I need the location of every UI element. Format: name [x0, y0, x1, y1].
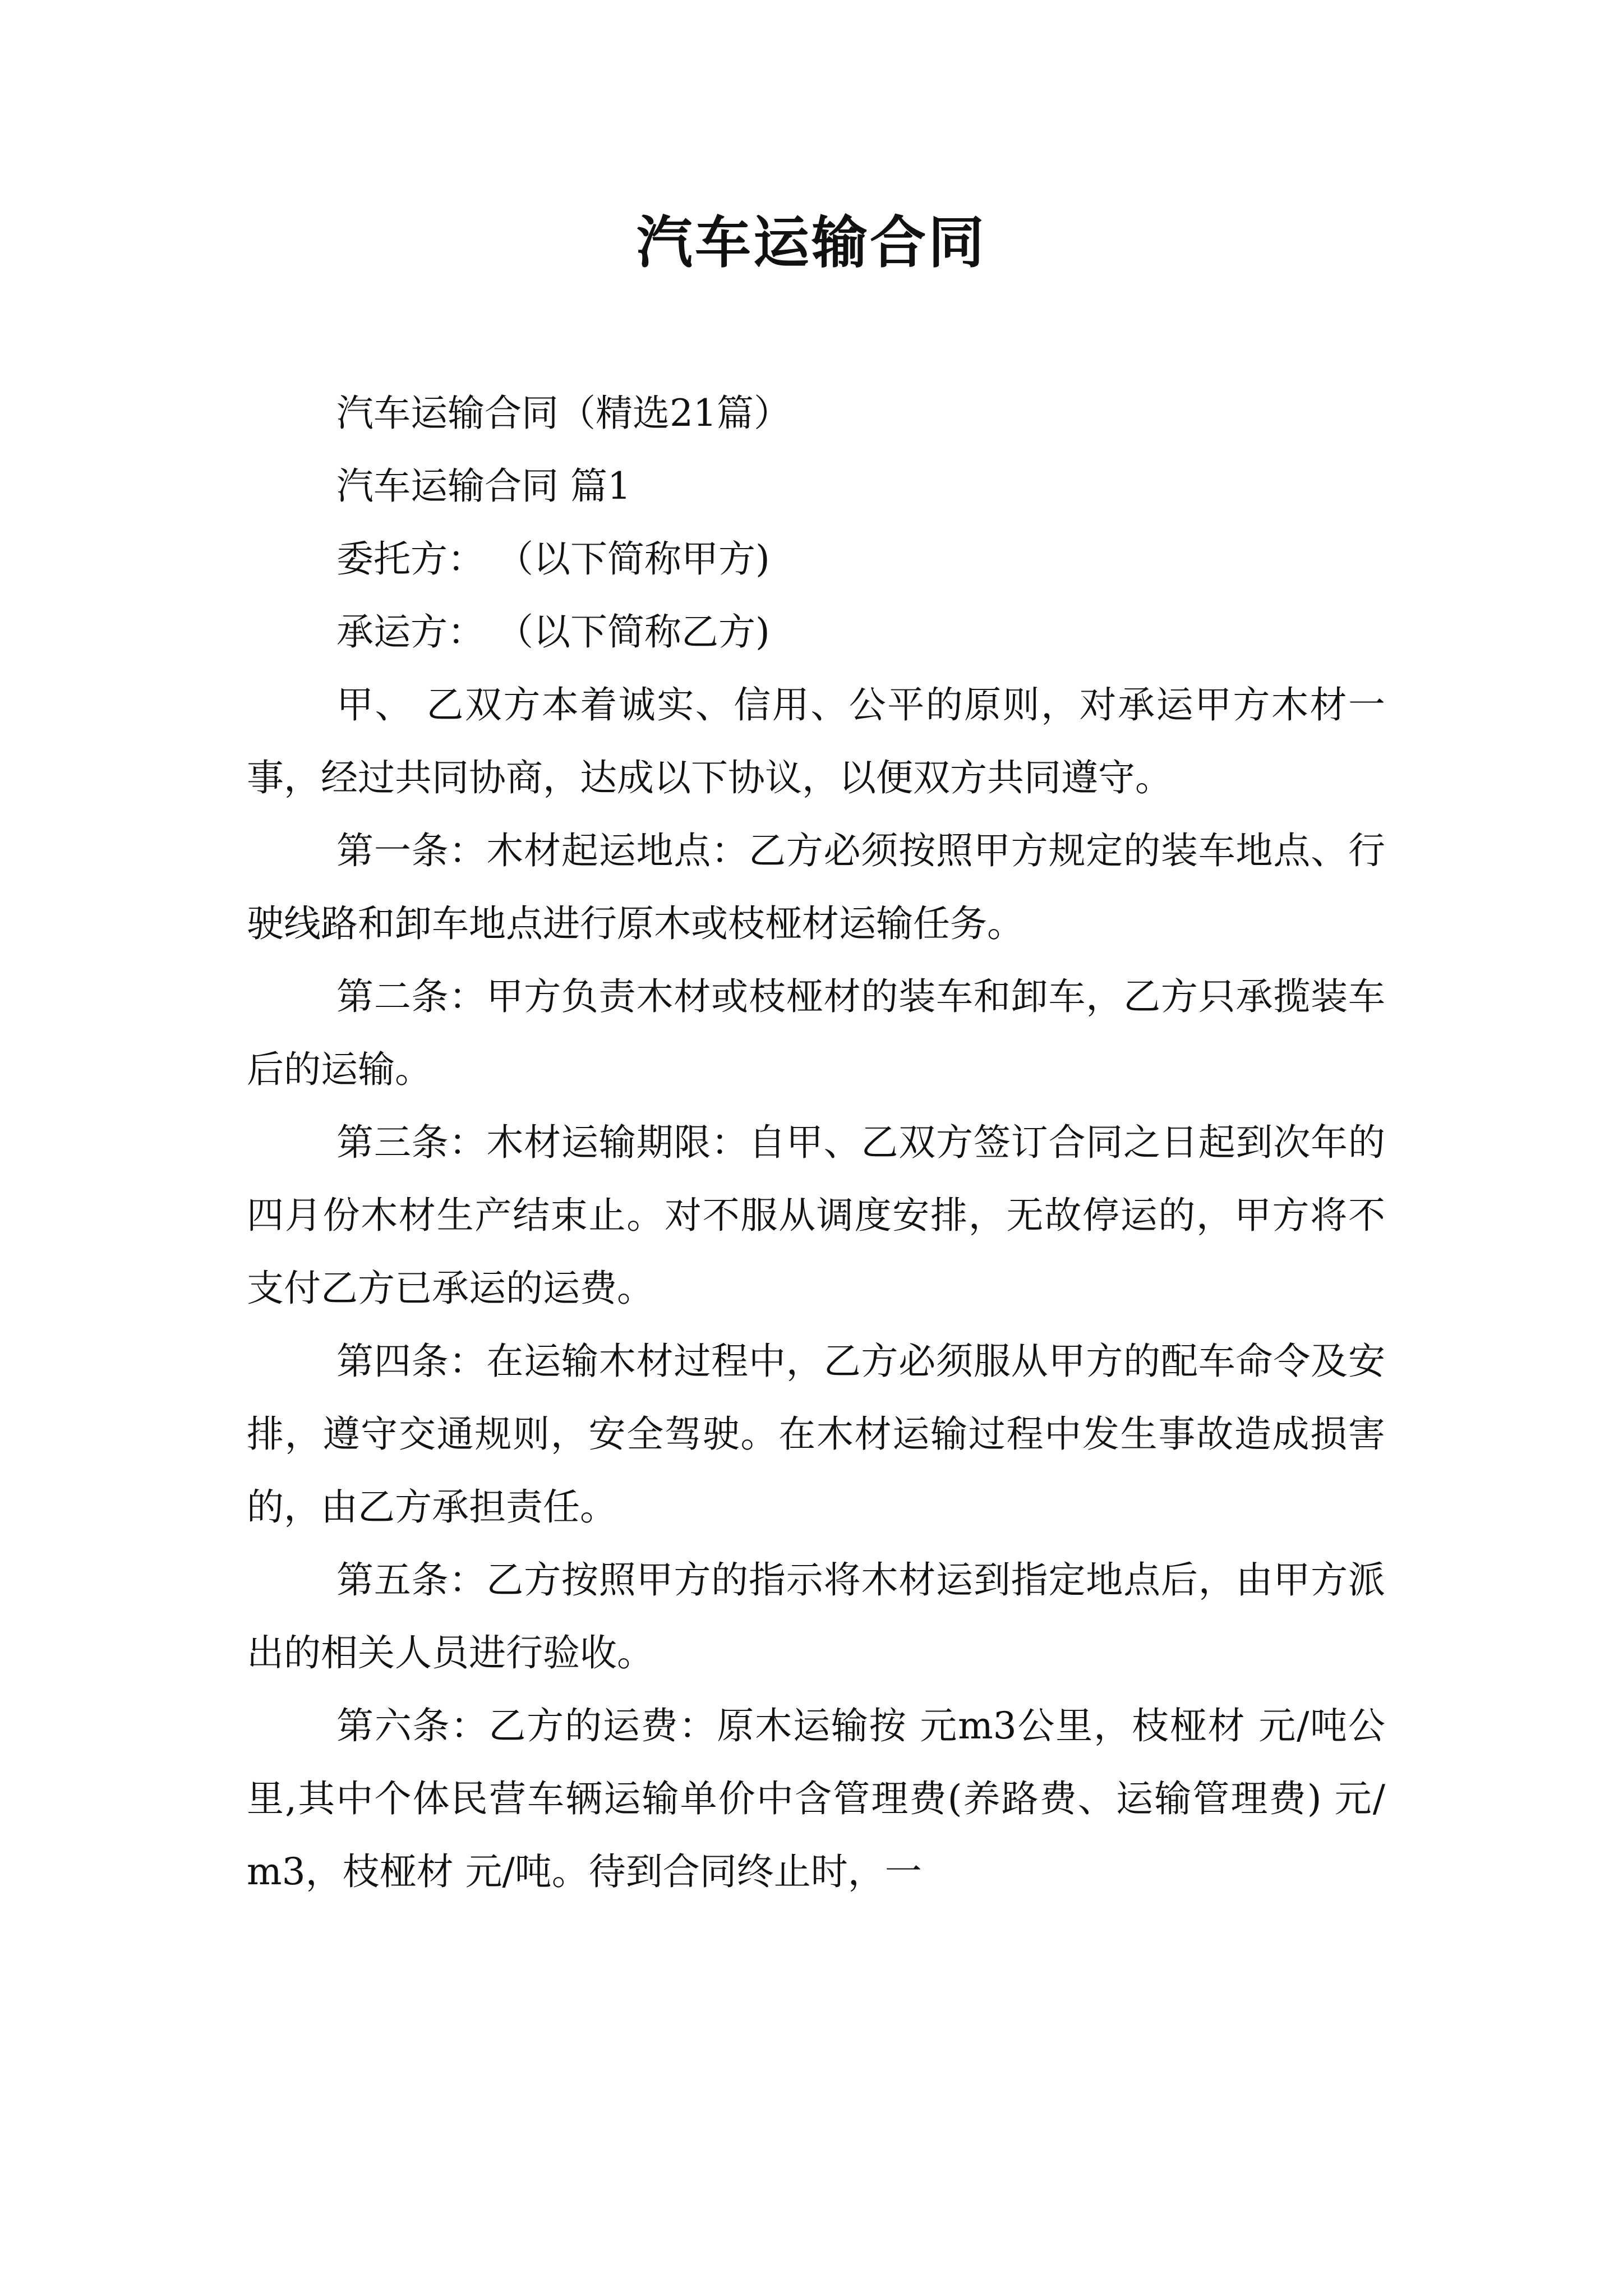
document-title: 汽车运输合同 — [637, 209, 986, 275]
article-2: 第二条：甲方负责木材或枝桠材的装车和卸车，乙方只承揽装车后的运输。 — [247, 975, 1385, 1091]
article-6: 第六条：乙方的运费：原木运输按 元m3公里，枝桠材 元/吨公里,其中个体民营车辆运输单价中含管理费(养路费、运输管理费) 元/ m3，枝桠材 元/吨。待到合同终止时，一 — [247, 1704, 1385, 1893]
article-1: 第一条：木材起运地点：乙方必须按照甲方规定的装车地点、行驶线路和卸车地点进行原木或枝桠材运输任务。 — [247, 829, 1385, 945]
document-body — [247, 377, 1385, 1908]
subtitle-line: 汽车运输合同（精选21篇） — [336, 392, 791, 435]
preamble-paragraph: 甲、 乙双方本着诚实、信用、公平的原则，对承运甲方木材一事，经过共同协商，达成以下协议，以便双方共同遵守。 — [247, 683, 1385, 799]
article-4: 第四条：在运输木材过程中，乙方必须服从甲方的配车命令及安排，遵守交通规则，安全驾驶。在木材运输过程中发生事故造成损害的，由乙方承担责任。 — [247, 1340, 1385, 1529]
article-3: 第三条：木材运输期限：自甲、乙双方签订合同之日起到次年的四月份木材生产结束止。对不服从调度安排，无故停运的，甲方将不支付乙方已承运的运费。 — [247, 1121, 1385, 1310]
article-5: 第五条：乙方按照甲方的指示将木材运到指定地点后，由甲方派出的相关人员进行验收。 — [247, 1558, 1385, 1674]
carrier-party-line: 承运方： （以下简称乙方) — [336, 610, 770, 654]
client-party-line: 委托方： （以下简称甲方) — [336, 537, 770, 581]
section-heading: 汽车运输合同 篇1 — [336, 464, 631, 508]
